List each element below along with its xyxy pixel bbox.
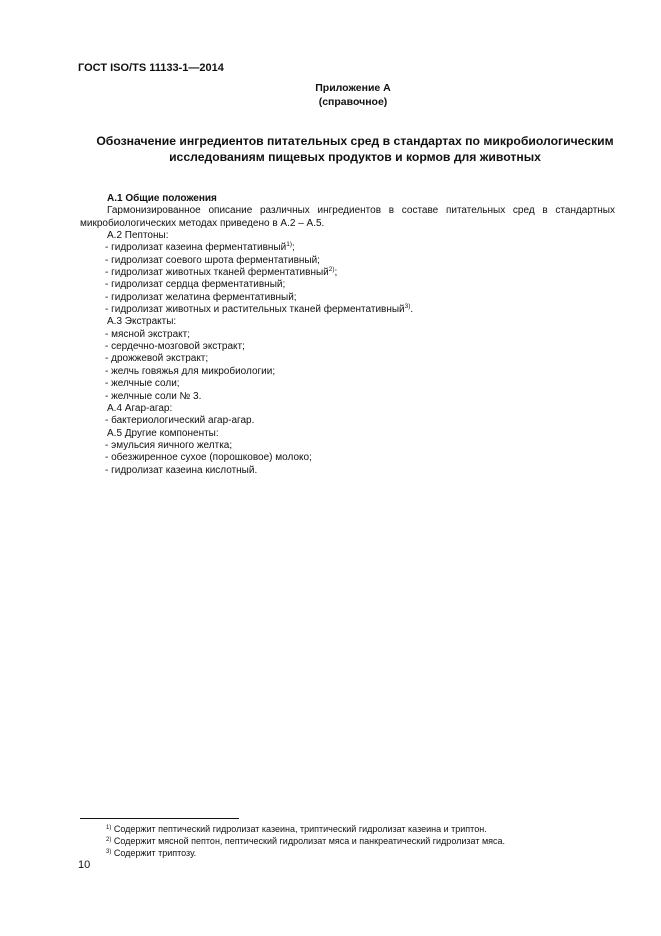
- list-item: - гидролизат животных тканей ферментативный$^{2)}$;: [105, 266, 338, 279]
- list-item: - гидролизат животных и растительных тканей ферментативный$^{3)}$.: [105, 303, 414, 316]
- list-item: - желчные соли № 3.: [105, 390, 202, 402]
- list-item: - гидролизат казеина кислотный.: [105, 464, 258, 476]
- annex-body: [0, 193, 661, 477]
- list-item: - дрожжевой экстракт;: [105, 353, 209, 365]
- section-a1-text-line2: микробиологических методах приведено в А.2 – А.5.: [80, 217, 325, 229]
- list-item: - обезжиренное сухое (порошковое) молоко;: [105, 452, 312, 464]
- list-item: - гидролизат казеина ферментативный$^{1)}$;: [105, 241, 295, 254]
- footnote-divider: [80, 818, 239, 819]
- section-a5-heading: А.5 Другие компоненты:: [107, 427, 219, 439]
- page-number: 10: [78, 859, 91, 871]
- list-item: - желчь говяжья для микробиологии;: [105, 365, 276, 377]
- list-item: - мясной экстракт;: [105, 328, 190, 340]
- footnote-1: $^{1)}$ Содержит пептический гидролизат казеина, триптический гидролизат казеина и триптон.: [106, 824, 487, 834]
- list-item: - бактериологический агар-агар.: [105, 415, 255, 427]
- footnote-ref: 2): [328, 266, 335, 274]
- list-item: - гидролизат желатина ферментативный;: [105, 291, 297, 303]
- annex-title: Обозначение ингредиентов питательных сред в стандартах по микробиологическим исследованиям пищевых продуктов и кормов для животных: [96, 134, 614, 164]
- section-a2-heading: А.2 Пептоны:: [107, 230, 169, 242]
- footnote-ref: 3): [404, 303, 411, 311]
- list-item: - желчные соли;: [105, 378, 180, 390]
- footnote-2: $^{2)}$ Содержит мясной пептон, пептический гидролизат мяса и панкреатический гидролизат мяса.: [106, 836, 506, 846]
- section-a3-heading: А.3 Экстракты:: [107, 316, 177, 328]
- section-a1-heading: А.1 Общие положения: [107, 193, 217, 204]
- section-a1-text-line1: Гармонизированное описание различных ингредиентов в составе питательных сред в стандартных: [107, 205, 615, 217]
- footnote-ref: 1): [286, 241, 292, 249]
- annex-type: (справочное): [318, 96, 388, 108]
- annex-label: Приложение А: [315, 82, 391, 94]
- list-item: - гидролизат соевого шрота ферментативный;: [105, 254, 320, 266]
- section-a4-heading: А.4 Агар-агар:: [107, 402, 173, 414]
- document-header: ГОСТ ISO/TS 11133-1—2014: [78, 62, 224, 74]
- list-item: - эмульсия яичного желтка;: [105, 439, 233, 451]
- list-item: - сердечно-мозговой экстракт;: [105, 341, 245, 353]
- footnote-3: $^{3)}$ Содержит триптозу.: [106, 848, 197, 858]
- list-item: - гидролизат сердца ферментативный;: [105, 279, 286, 291]
